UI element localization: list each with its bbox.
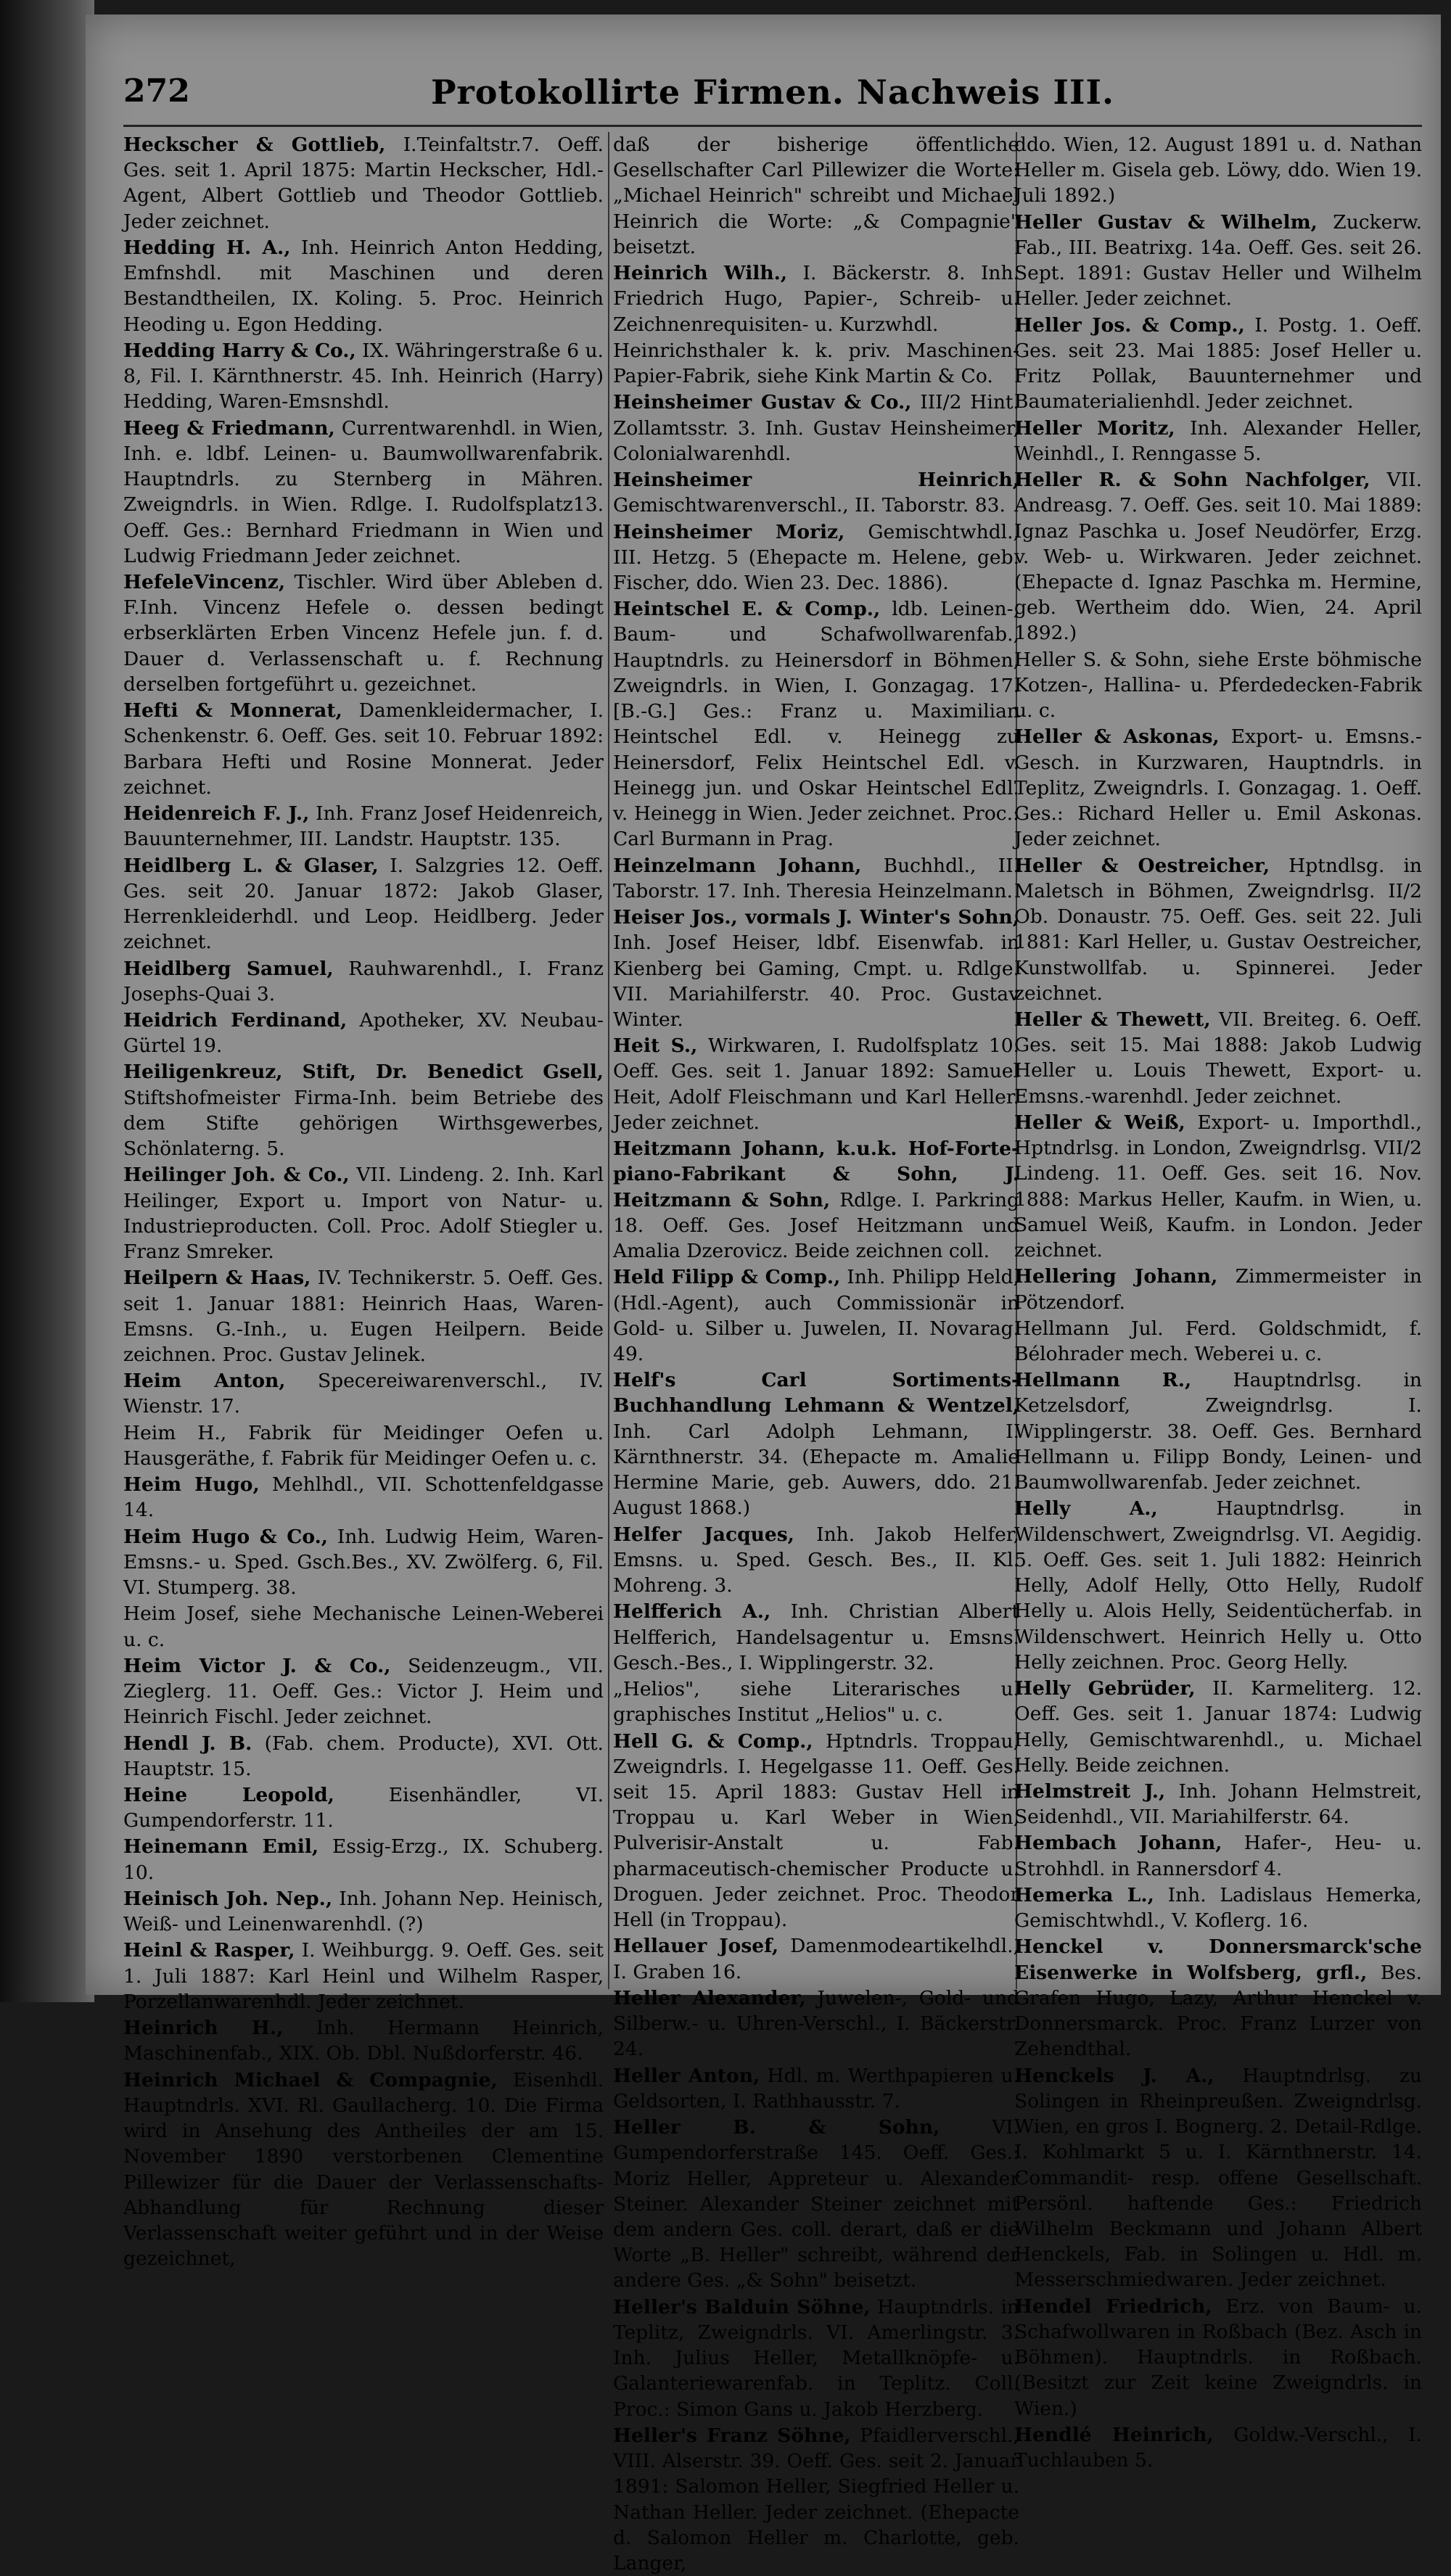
directory-entry <box>1014 467 1422 646</box>
firm-details: I. Weihburgg. 9. Oeff. Ges. seit 1. Juli 1887: Karl Heinl und Wilhelm Rasper, Porzellanwarenhdl. Jeder zeichnet. <box>123 1939 604 2013</box>
running-title: Protokollirte Firmen. Nachweis III. <box>430 73 1115 112</box>
firm-details: Heller S. & Sohn, siehe Erste böhmische Kotzen-, Hallina- u. Pferdedecken-Fabrik u. c. <box>1014 648 1422 723</box>
firm-name: Heller & Weiß, <box>1014 1111 1185 1134</box>
firm-details: VI. Gumpendorferstraße 145. Oeff. Ges.: Moriz Heller, Appreteur u. Alexander Steiner. Alexander Steiner zeichnet mit dem andern Ges. coll. derart, daß er die Worte „B. Heller" schreibt, während der andere Ges. „& Sohn" beisetzt. <box>613 2116 1019 2292</box>
firm-details: Hauptndrlsg. in Wildenschwert, Zweigndrlsg. VI. Aegidig. 5. Oeff. Ges. seit 1. Juli 1882: Heinrich Helly, Adolf Helly, Otto Helly, Rudolf Helly u. Alois Helly, Seidentücherfab. in Wildenschwert. Heinrich Helly u. Otto Helly zeichnen. Proc. Georg Helly. <box>1014 1497 1422 1674</box>
firm-name: Hedding Harry & Co., <box>123 339 356 362</box>
firm-name: Heller Moritz, <box>1014 416 1175 440</box>
firm-details: Erz. von Baum- u. Schafwollwaren in Roßbach (Bez. Asch in Böhmen). Hauptndrls. in Roßbach. (Besitzt zur Zeit keine Zweigndrls. in Wien.) <box>1014 2295 1422 2420</box>
directory-entry <box>123 1731 604 1782</box>
directory-entry <box>1014 313 1422 415</box>
directory-entry <box>1014 416 1422 466</box>
firm-name: Heller's Balduin Söhne, <box>613 2295 871 2318</box>
firm-details: III/2 Hint. Zollamtsstr. 3. Inh. Gustav Heinsheimer, Colonialwarenhdl. <box>613 391 1019 465</box>
directory-entry <box>1014 2063 1422 2293</box>
firm-name: Heller & Askonas, <box>1014 725 1220 749</box>
directory-entry <box>123 338 604 415</box>
firm-name: Heilinger Joh. & Co., <box>123 1164 350 1187</box>
firm-name: Heinisch Joh. Nep., <box>123 1887 333 1910</box>
firm-name: Heinrich H., <box>123 2017 284 2040</box>
firm-name: Heinl & Rasper, <box>123 1939 295 1962</box>
directory-entry <box>123 1008 604 1058</box>
directory-entry <box>123 569 604 697</box>
firm-name: Hendel Friedrich, <box>1014 2295 1212 2318</box>
firm-name: Helmstreit J., <box>1014 1780 1166 1803</box>
firm-name: Heinsheimer Moriz, <box>613 520 845 543</box>
directory-entry <box>613 2423 1019 2576</box>
firm-details: I. Bäckerstr. 8. Inh. Friedrich Hugo, Papier-, Schreib- u. Zeichnenrequisiten- u. Kurzwhdl. <box>613 262 1019 336</box>
directory-entry <box>613 1136 1019 1264</box>
firm-name: Heidlberg L. & Glaser, <box>123 854 379 877</box>
firm-details: Specereiwarenverschl., IV. Wienstr. 17. <box>123 1370 604 1418</box>
directory-entry <box>613 596 1019 852</box>
firm-name: Hendlé Heinrich, <box>1014 2423 1214 2446</box>
directory-entry <box>1014 1779 1422 1830</box>
directory-entry <box>123 416 604 569</box>
firm-name: Heinemann Emil, <box>123 1835 319 1859</box>
firm-details: ldb. Leinen-, Baum- und Schafwollwarenfab., Hauptndrls. zu Heinersdorf in Böhmen, Zweigndrls. in Wien, I. Gonzagag. 17. [B.-G.] Ges.: Franz u. Maximilian Heintschel Edl. v. Heinegg zu Heinersdorf, Felix Heintschel Edl. v. Heinegg jun. und Oskar Heintschel Edl. v. Heinegg in Wien. Jeder zeichnet. Proc.: Carl Burmann in Prag. <box>613 598 1019 851</box>
book-spine-shadow <box>0 0 94 2002</box>
directory-entry <box>613 853 1019 904</box>
firm-details: Inh. Heinrich Anton Hedding, Emfnshdl. mit Maschinen und deren Bestandtheilen, IX. Koling. 5. Proc. Heinrich Heoding u. Egon Hedding. <box>123 236 604 336</box>
firm-name: Heinsheimer Gustav & Co., <box>613 391 912 414</box>
directory-entry <box>123 956 604 1007</box>
firm-details: Inh. Johann Nep. Heinisch, Weiß- und Leinenwarenhdl. (?) <box>123 1887 604 1936</box>
column-2 <box>613 132 1019 2575</box>
firm-details: „Helios", siehe Literarisches u. graphisches Institut „Helios" u. c. <box>613 1678 1019 1727</box>
firm-details: Inh. Ludwig Heim, Waren-Emsns.- u. Sped. Gsch.Bes., XV. Zwölferg. 6, Fil. VI. Stumperg. 38. <box>123 1525 604 1600</box>
firm-name: Helly Gebrüder, <box>1014 1677 1196 1700</box>
column-3 <box>1014 132 1423 2472</box>
directory-entry <box>1014 210 1422 312</box>
page-number: 272 <box>123 73 190 110</box>
directory-entry <box>123 801 604 852</box>
firm-details: Buchhdl., II. Taborstr. 17. Inh. Theresia Heinzelmann. <box>613 854 1019 902</box>
firm-name: Helly A., <box>1014 1497 1158 1521</box>
directory-entry <box>613 1599 1019 1676</box>
firm-name: Helfer Jacques, <box>613 1523 794 1546</box>
firm-name: Heit S., <box>613 1034 698 1058</box>
firm-name: Hellering Johann, <box>1014 1265 1218 1288</box>
directory-entry <box>123 1265 604 1367</box>
firm-details: Zimmermeister in Pötzendorf. <box>1014 1265 1422 1314</box>
firm-name: Heeg & Friedmann, <box>123 416 335 440</box>
firm-details: Export- u. Importhdl., Hptndrlsg. in London, Zweigndrlsg. VII/2 Lindeng. 11. Oeff. Ges. seit 16. Nov. 1888: Markus Heller, Kaufm. in Wien, u. Samuel Weiß, Kaufm. in London. Jeder zeichnet. <box>1014 1111 1422 1262</box>
directory-entry <box>613 905 1019 1032</box>
firm-details: Gemischtwarenverschl., II. Taborstr. 83. <box>613 494 1006 517</box>
firm-details: Damenmodeartikelhdl., I. Graben 16. <box>613 1935 1019 1983</box>
firm-details: ddo. Wien, 12. August 1891 u. d. Nathan Heller m. Gisela geb. Löwy, ddo. Wien 19. Juli 1892.) <box>1014 133 1422 207</box>
firm-name: Hembach Johann, <box>1014 1832 1222 1855</box>
firm-name: Heller & Thewett, <box>1014 1008 1211 1031</box>
firm-details: Seidenzeugm., VII. Zieglerg. 11. Oeff. Ges.: Victor J. Heim und Heinrich Fischl. Jeder zeichnet. <box>123 1654 604 1729</box>
directory-entry <box>613 1933 1019 1984</box>
firm-details: Heim Josef, siehe Mechanische Leinen-Weberei u. c. <box>123 1602 604 1651</box>
firm-name: Heinrich Wilh., <box>613 262 788 285</box>
firm-name: Hell G. & Comp., <box>613 1729 813 1753</box>
firm-name: Heller's Franz Söhne, <box>613 2424 851 2447</box>
firm-name: Heim Victor J. & Co., <box>123 1654 391 1677</box>
firm-details: Hdl. m. Werthpapieren u. Geldsorten, I. Rathhausstr. 7. <box>613 2064 1019 2112</box>
directory-entry <box>1014 2422 1422 2473</box>
firm-details: Hauptndrlsg. in Ketzelsdorf, Zweigndrlsg. I. Wipplingerstr. 38. Oeff. Ges. Bernhard Hellmann u. Filipp Bondy, Leinen- und Baumwollwarenfab. Jeder zeichnet. <box>1014 1369 1422 1494</box>
firm-details: Damenkleidermacher, I. Schenkenstr. 6. Oeff. Ges. seit 10. Februar 1892: Barbara Hefti und Rosine Monnerat. Jeder zeichnet. <box>123 699 604 799</box>
directory-entry <box>123 1162 604 1264</box>
header-rule <box>123 125 1422 127</box>
firm-details: Wirkwaren, I. Rudolfsplatz 10. Oeff. Ges. seit 1. Januar 1892: Samuel Heit, Adolf Fleischmann und Karl Heller. Jeder zeichnet. <box>613 1034 1019 1134</box>
directory-entry <box>123 1601 604 1652</box>
firm-name: Heller & Oestreicher, <box>1014 854 1270 877</box>
directory-entry <box>613 2295 1019 2422</box>
firm-details: Rdlge. I. Parkring 18. Oeff. Ges. Josef Heitzmann und Amalia Dzerovicz. Beide zeichnen coll. <box>613 1188 1019 1263</box>
firm-details: Hellmann Jul. Ferd. Goldschmidt, f. Bélohrader mech. Weberei u. c. <box>1014 1317 1422 1366</box>
directory-entry <box>1014 1934 1422 2062</box>
firm-details: Hauptndrlsg. zu Solingen in Rheinpreußen. Zweigndrlsg. Wien, en gros I. Bognerg. 2. Detail-Rdlge. I. Kohlmarkt 5 u. I. Kärnthnerstr. 14. Commandit- resp. offene Gesellschaft. Persönl. haftende Ges.: Friedrich Wilhelm Beckmann und Johann Albert Henckels, Fab. in Solingen u. Hdl. m. Messerschmiedwaren. Jeder zeichnet. <box>1014 2064 1423 2292</box>
firm-details: Eisenhdl. Hauptndrls. XVI. Rl. Gaullacherg. 10. Die Firma wird in Ansehung des Antheiles der am 15. November 1890 verstorbenen Clementine Pillewizer für die Dauer der Verlassenschafts-Abhandlung für Rechnung dieser Verlassenschaft weiter geführt und in der Weise gezeichnet, <box>123 2068 604 2271</box>
firm-name: Heller R. & Sohn Nachfolger, <box>1014 469 1370 492</box>
firm-details: Hauptndrls. in Teplitz, Zweigndrls. VI. Amerlingstr. 3. Inh. Julius Heller, Metallknöpfe- u. Galanteriewarenfab. in Teplitz. Coll. Proc.: Simon Gans u. Jakob Herzberg. <box>613 2295 1019 2421</box>
directory-entry <box>123 1834 604 1885</box>
directory-entry <box>123 698 604 800</box>
directory-entry <box>1014 1007 1422 1109</box>
firm-details: Juwelen-, Gold- und Silberw.- u. Uhren-Verschl., I. Bäckerstr. 24. <box>613 1986 1019 2061</box>
directory-entry <box>1014 1496 1422 1675</box>
firm-details: Inh. Josef Heiser, ldbf. Eisenwfab. in Kienberg bei Gaming, Cmpt. u. Rdlge. VII. Mariahilferstr. 40. Proc. Gustav Winter. <box>613 931 1019 1031</box>
directory-entry <box>123 1938 604 2015</box>
firm-details: Pfaidlerverschl., VIII. Alserstr. 39. Oeff. Ges. seit 2. Januar 1891: Salomon Heller, Siegfried Heller u. Nathan Heller. Jeder zeichnet. (Ehepacte d. Salomon Heller m. Charlotte, geb. Langer, <box>613 2424 1019 2575</box>
firm-details: Apotheker, XV. Neubau-Gürtel 19. <box>123 1008 604 1058</box>
directory-entry <box>613 2115 1019 2294</box>
firm-name: Helf's Carl Sortiments-Buchhandlung Lehmann & Wentzel, <box>613 1369 1019 1417</box>
firm-name: Heine Leopold, <box>123 1784 334 1806</box>
firm-details: Inh. Carl Adolph Lehmann, I. Kärnthnerstr. 34. (Ehepacte m. Amalie Hermine Marie, geb. Auwers, ddo. 21. August 1868.) <box>613 1420 1019 1520</box>
directory-entry <box>613 1264 1019 1367</box>
page-header <box>123 73 1422 123</box>
firm-details: Bes. Grafen Hugo, Lazy, Arthur Henckel v. Donnersmarck. Proc. Franz Lurzer von Zehendthal. <box>1014 1961 1422 2061</box>
firm-details: Zuckerw. Fab., III. Beatrixg. 14a. Oeff. Ges. seit 26. Sept. 1891: Gustav Heller und Wilhelm Heller. Jeder zeichnet. <box>1014 210 1422 310</box>
firm-name: Heckscher & Gottlieb, <box>123 133 386 156</box>
directory-entry <box>1014 647 1422 724</box>
firm-name: Heim Anton, <box>123 1370 286 1393</box>
directory-entry <box>123 1653 604 1730</box>
firm-details: Export- u. Emsns.-Gesch. in Kurzwaren, Hauptndrls. in Teplitz, Zweigndrls. I. Gonzagag. 1. Oeff. Ges.: Richard Heller u. Emil Askonas. Jeder zeichnet. <box>1014 725 1422 851</box>
firm-name: Henckel v. Donnersmarck'sche Eisenwerke in Wolfsberg, grfl., <box>1014 1935 1422 1984</box>
firm-details: Hptndlsg. in Maletsch in Böhmen, Zweigndrlsg. II/2 Ob. Donaustr. 75. Oeff. Ges. seit 22. Juli 1881: Karl Heller, u. Gustav Oestreicher, Kunstwollfab. u. Spinnerei. Jeder zeichnet. <box>1014 854 1422 1005</box>
directory-entry <box>613 1367 1019 1521</box>
directory-entry <box>613 390 1019 466</box>
firm-details: Heinrichsthaler k. k. priv. Maschinen-Papier-Fabrik, siehe Kink Martin & Co. <box>613 339 1019 388</box>
firm-name: Heinrich Michael & Compagnie, <box>123 2068 498 2091</box>
firm-details: Inh. Alexander Heller, Weinhdl., I. Renngasse 5. <box>1014 416 1422 465</box>
firm-name: Hellauer Josef, <box>613 1935 779 1958</box>
directory-entry <box>613 467 1019 518</box>
firm-name: Hemerka L., <box>1014 1883 1154 1906</box>
firm-details: Inh. Ladislaus Hemerka, Gemischtwhdl., V. Koflerg. 16. <box>1014 1883 1422 1933</box>
firm-name: Helfferich A., <box>613 1600 771 1624</box>
directory-entry <box>123 1059 604 1161</box>
firm-details: II. Karmeliterg. 12. Oeff. Ges. seit 1. Januar 1874: Ludwig Helly, Gemischtwarenhdl., u. Michael Helly. Beide zeichnen. <box>1014 1677 1422 1777</box>
directory-entry <box>123 1782 604 1833</box>
directory-entry <box>613 1522 1019 1599</box>
directory-entry <box>123 132 604 234</box>
directory-entry <box>123 1472 604 1523</box>
directory-entry <box>1014 724 1422 852</box>
firm-name: Hendl J. B. <box>123 1732 252 1755</box>
firm-name: Heidlberg Samuel, <box>123 957 334 980</box>
directory-entry <box>1014 1676 1422 1778</box>
firm-details: Tischler. Wird über Ableben d. F.Inh. Vincenz Hefele o. dessen bedingt erbserklärten Erben Vincenz Hefele jun. f. d. Dauer d. Verlassenschaft u. f. Rechnung derselben fortgeführt u. gezeichnet. <box>123 570 604 696</box>
firm-name: Hedding H. A., <box>123 236 291 259</box>
directory-entry <box>1014 1830 1422 1881</box>
firm-details: IX. Währingerstraße 6 u. 8, Fil. I. Kärnthnerstr. 45. Inh. Heinrich (Harry) Hedding, Waren-Emsnshdl. <box>123 339 604 413</box>
directory-entry <box>1014 1367 1422 1495</box>
firm-name: Heller Anton, <box>613 2064 760 2087</box>
directory-entry <box>1014 853 1422 1006</box>
directory-entry <box>123 1420 604 1471</box>
firm-name: Held Filipp & Comp., <box>613 1266 841 1289</box>
firm-details: VII. Lindeng. 2. Inh. Karl Heilinger, Export u. Import von Natur- u. Industrieproducten. Coll. Proc. Adolf Stiegler u. Franz Smreker. <box>123 1164 604 1264</box>
firm-details: daß der bisherige öffentliche Gesellschafter Carl Pillewizer die Worte: „Michael Heinrich" schreibt und Michael Heinrich die Worte: „& Compagnie" beisetzt. <box>613 133 1019 258</box>
firm-details: Hptndrls. Troppau, Zweigndrls. I. Hegelgasse 11. Oeff. Ges. seit 15. April 1883: Gustav Hell in Troppau u. Karl Weber in Wien, Pulverisir-Anstalt u. Fab. pharmaceutisch-chemischer Producte u. Droguen. Jeder zeichnet. Proc. Theodor Hell (in Troppau). <box>613 1729 1019 1932</box>
directory-entry <box>613 519 1019 596</box>
firm-name: Heinsheimer Heinrich, <box>613 469 1019 492</box>
directory-entry <box>123 853 604 955</box>
directory-entry <box>123 2015 604 2066</box>
firm-name: Hellmann R., <box>1014 1369 1192 1392</box>
directory-entry <box>1014 1264 1422 1314</box>
directory-entry <box>123 1524 604 1601</box>
firm-details: VII. Andreasg. 7. Oeff. Ges. seit 10. Mai 1889: Ignaz Paschka u. Josef Neudörfer, Erzg. v. Web- u. Wirkwaren. Jeder zeichnet. (Ehepacte d. Ignaz Paschka m. Hermine, geb. Wertheim ddo. Wien, 24. April 1892.) <box>1014 469 1422 645</box>
firm-details: Hafer-, Heu- u. Strohhdl. in Rannersdorf 4. <box>1014 1832 1422 1880</box>
firm-name: Heitzmann Johann, k.u.k. Hof-Forte-piano-Fabrikant & Sohn, J. Heitzmann & Sohn, <box>613 1137 1019 1211</box>
directory-entry <box>123 1368 604 1419</box>
firm-details: Inh. Johann Helmstreit, Seidenhdl., VII. Mariahilferstr. 64. <box>1014 1780 1422 1829</box>
firm-details: I.Teinfaltstr.7. Oeff. Ges. seit 1. April 1875: Martin Heckscher, Hdl.-Agent, Albert Gottlieb und Theodor Gottlieb. Jeder zeichnet. <box>123 133 604 233</box>
directory-entry <box>123 235 604 337</box>
firm-name: Hefti & Monnerat, <box>123 699 342 723</box>
directory-entry <box>613 1676 1019 1727</box>
directory-entry <box>1014 2294 1422 2421</box>
firm-details: VII. Breiteg. 6. Oeff. Ges. seit 15. Mai 1888: Jakob Ludwig Heller u. Louis Thewett, Export- u. Emsns.-warenhdl. Jeder zeichnet. <box>1014 1008 1422 1108</box>
firm-details: Inh. Philipp Held, (Hdl.-Agent), auch Commissionär in Gold- u. Silber u. Juwelen, II. Novarag. 49. <box>613 1266 1019 1366</box>
firm-name: Heller Alexander, <box>613 1986 806 2009</box>
directory-entry <box>613 1033 1019 1135</box>
directory-entry <box>613 1729 1019 1933</box>
firm-details: Currentwarenhdl. in Wien, Inh. e. ldbf. Leinen- u. Baumwollwarenfabrik. Hauptndrls. zu Sternberg in Mähren. Zweigndrls. in Wien. Rdlge. I. Rudolfsplatz13. Oeff. Ges.: Bernhard Friedmann in Wien und Ludwig Friedmann Jeder zeichnet. <box>123 416 604 567</box>
firm-name: Heiser Jos., vormals J. Winter's Sohn, <box>613 906 1019 929</box>
firm-name: Heilpern & Haas, <box>123 1267 311 1290</box>
firm-name: Heim Hugo, <box>123 1473 260 1497</box>
firm-name: Heller Jos. & Comp., <box>1014 313 1245 337</box>
directory-entry <box>1014 1316 1422 1367</box>
firm-details: Inh. Jakob Helfer, Emsns. u. Sped. Gesch. Bes., II. Kl. Mohreng. 3. <box>613 1523 1019 1597</box>
firm-details: I. Salzgries 12. Oeff. Ges. seit 20. Januar 1872: Jakob Glaser, Herrenkleiderhdl. und Leop. Heidlberg. Jeder zeichnet. <box>123 854 604 954</box>
firm-details: Goldw.-Verschl., I. Tuchlauben 5. <box>1014 2423 1422 2472</box>
directory-entry <box>613 338 1019 389</box>
firm-details: Gemischtwhdl., III. Hetzg. 5 (Ehepacte m. Helene, geb. Fischer, ddo. Wien 23. Dec. 1886). <box>613 520 1019 594</box>
column-1 <box>123 132 604 2271</box>
directory-entry <box>1014 132 1422 209</box>
firm-name: Heidrich Ferdinand, <box>123 1008 348 1032</box>
directory-entry <box>123 2067 604 2272</box>
directory-entry <box>613 1986 1019 2062</box>
firm-details: (Fab. chem. Producte), XVI. Ott. Hauptstr. 15. <box>123 1732 604 1780</box>
directory-entry <box>123 1886 604 1937</box>
firm-name: Heller Gustav & Wilhelm, <box>1014 210 1318 234</box>
directory-entry <box>613 132 1019 260</box>
firm-details: Rauhwarenhdl., I. Franz Josephs-Quai 3. <box>123 957 604 1005</box>
firm-details: Eisenhändler, VI. Gumpendorferstr. 11. <box>123 1784 604 1832</box>
firm-name: Henckels J. A., <box>1014 2064 1214 2087</box>
firm-details: Heim H., Fabrik für Meidinger Oefen u. Hausgeräthe, f. Fabrik für Meidinger Oefen u. c. <box>123 1421 604 1470</box>
firm-name: Heller B. & Sohn, <box>613 2116 940 2139</box>
firm-name: Heinzelmann Johann, <box>613 854 862 877</box>
firm-details: Inh. Franz Josef Heidenreich, Bauunternehmer, III. Landstr. Hauptstr. 135. <box>123 802 604 851</box>
firm-details: Essig-Erzg., IX. Schuberg. 10. <box>123 1835 604 1884</box>
firm-details: Inh. Christian Albert Helfferich, Handelsagentur u. Emsns. Gesch.-Bes., I. Wipplingerstr. 32. <box>613 1600 1019 1674</box>
directory-entry <box>1014 1110 1422 1263</box>
firm-details: I. Postg. 1. Oeff. Ges. seit 23. Mai 1885: Josef Heller u. Fritz Pollak, Bauunternehmer und Baumaterialienhdl. Jeder zeichnet. <box>1014 313 1422 413</box>
directory-entry <box>1014 1882 1422 1933</box>
firm-name: Heiligenkreuz, Stift, Dr. Benedict Gsell, <box>123 1061 604 1084</box>
firm-details: Inh. Hermann Heinrich, Maschinenfab., XIX. Ob. Dbl. Nußdorferstr. 46. <box>123 2017 604 2065</box>
firm-details: IV. Technikerstr. 5. Oeff. Ges. seit 1. Januar 1881: Heinrich Haas, Waren-Emsns. G.-Inh., u. Eugen Heilpern. Beide zeichnen. Proc. Gustav Jelinek. <box>123 1267 604 1367</box>
firm-details: Mehlhdl., VII. Schottenfeldgasse 14. <box>123 1473 604 1522</box>
firm-name: HefeleVincenz, <box>123 570 286 593</box>
firm-name: Heintschel E. & Comp., <box>613 598 881 621</box>
directory-entry <box>613 260 1019 337</box>
firm-name: Heim Hugo & Co., <box>123 1525 329 1548</box>
directory-entry <box>613 2063 1019 2114</box>
firm-name: Heidenreich F. J., <box>123 802 310 826</box>
column-divider <box>608 132 609 1989</box>
firm-details: Stiftshofmeister Firma-Inh. beim Betriebe des dem Stifte gehörigen Wirthsgewerbes, Schönlaterng. 5. <box>123 1086 604 1161</box>
